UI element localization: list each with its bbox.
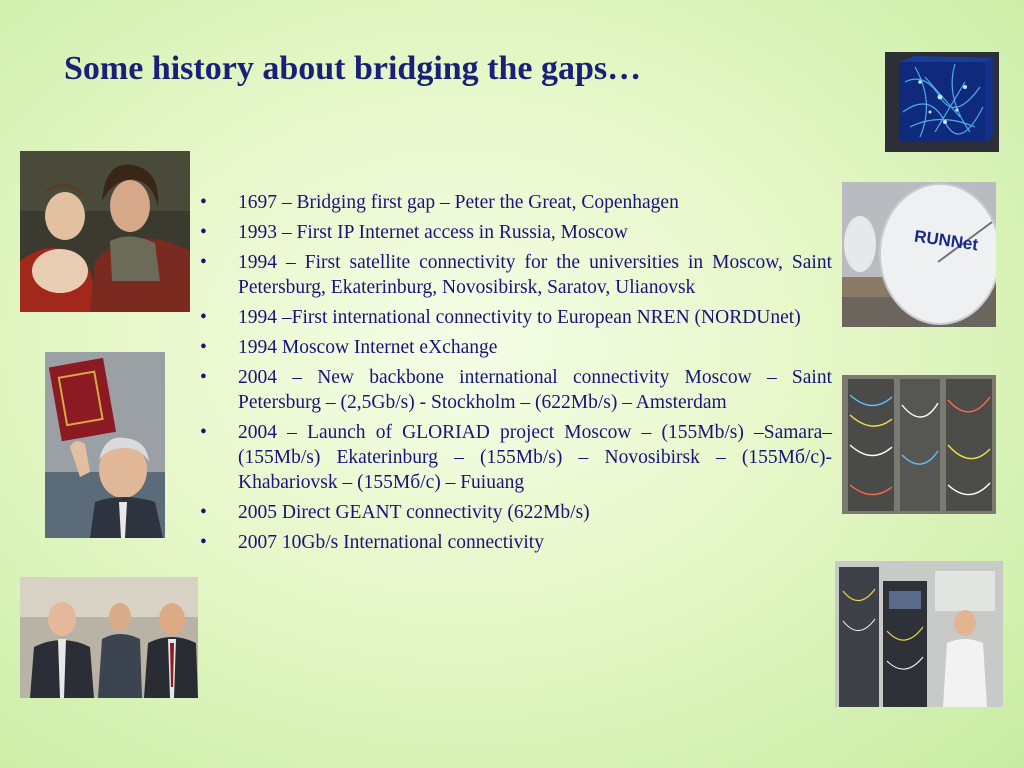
bullet-text: 1994 Moscow Internet eXchange	[238, 337, 498, 358]
bullet-icon: •	[200, 502, 207, 523]
list-item	[198, 500, 832, 525]
peter-the-great-painting	[20, 151, 190, 312]
slide-title: Some history about bridging the gaps…	[64, 50, 642, 87]
bullet-text: 2007 10Gb/s International connectivity	[238, 532, 544, 553]
list-item	[198, 420, 832, 495]
bullet-text: 2004 – Launch of GLORIAD project Moscow – (155Mb/s) –Samara– (155Mb/s) Ekaterinburg – (155Mb/s) – Novosibirsk – (155Мб/с)- Khabariovsk – (155Мб/с) – Fuiuang	[238, 422, 832, 493]
bullet-text: 1994 – First satellite connectivity for the universities in Moscow, Saint Petersburg, Ekaterinburg, Novosibirsk, Saratov, Ulianovsk	[238, 252, 832, 298]
network-cube-image	[885, 52, 999, 152]
bullet-text: 2005 Direct GEANT connectivity (622Mb/s)	[238, 502, 590, 523]
bullet-list	[198, 190, 832, 560]
list-item	[198, 530, 832, 555]
bullet-icon: •	[200, 337, 207, 358]
list-item	[198, 220, 832, 245]
bullet-icon: •	[200, 192, 207, 213]
bullet-text: 1697 – Bridging first gap – Peter the Great, Copenhagen	[238, 192, 679, 213]
bullet-icon: •	[200, 252, 207, 273]
list-item	[198, 305, 832, 330]
list-item	[198, 190, 832, 215]
bullet-icon: •	[200, 222, 207, 243]
bullet-icon: •	[200, 307, 207, 328]
man-with-document-photo	[45, 352, 165, 538]
list-item	[198, 335, 832, 360]
bullet-text: 1994 –First international connectivity to European NREN (NORDUnet)	[238, 307, 801, 328]
runnet-logo: RUNNet	[913, 226, 980, 255]
bullet-icon: •	[200, 532, 207, 553]
list-item	[198, 250, 832, 300]
bullet-icon: •	[200, 422, 207, 443]
bullet-text: 2004 – New backbone international connectivity Moscow – Saint Petersburg – (2,5Gb/s) - Stockholm – (622Mb/s) – Amsterdam	[238, 367, 832, 413]
bullet-text: 1993 – First IP Internet access in Russia, Moscow	[238, 222, 628, 243]
list-item	[198, 365, 832, 415]
group-photo	[20, 577, 198, 698]
bullet-icon: •	[200, 367, 207, 388]
satellite-dish-photo	[842, 182, 996, 327]
network-cables-photo	[842, 375, 996, 514]
server-room-photo	[835, 561, 1003, 707]
